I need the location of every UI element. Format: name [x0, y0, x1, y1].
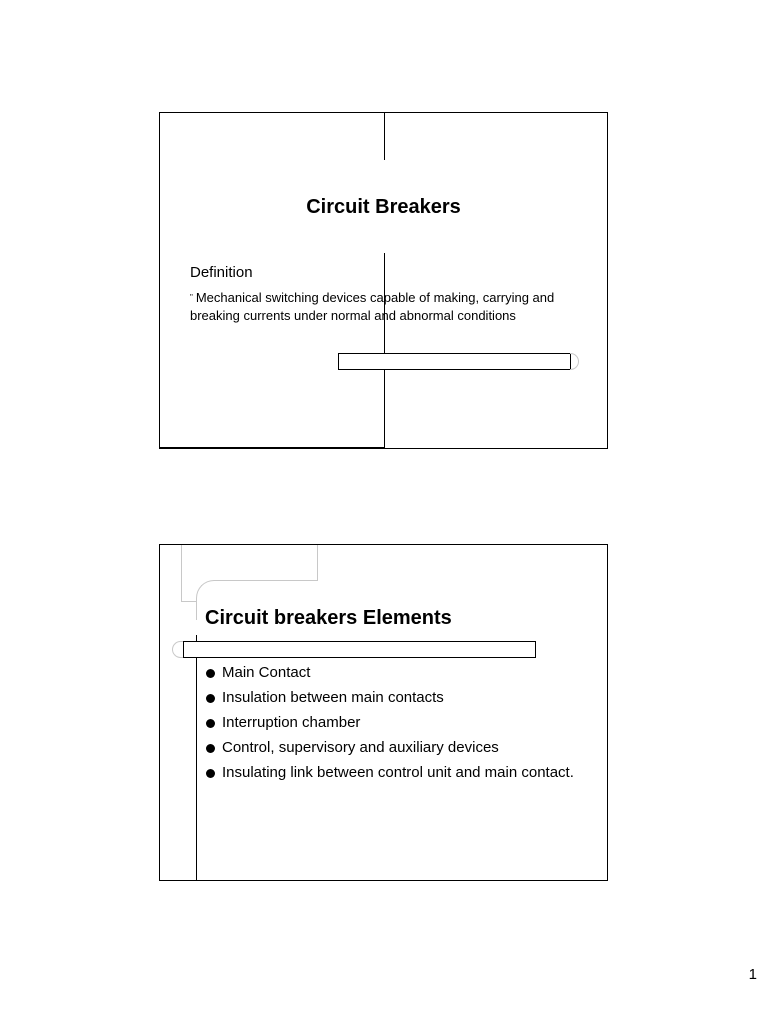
bullet-dot-icon — [206, 669, 215, 678]
slide-circuit-breakers-elements — [159, 544, 608, 881]
definition-text-block — [190, 289, 590, 325]
vertical-divider-top — [384, 113, 385, 160]
list-item: Interruption chamber — [204, 713, 594, 733]
bullet-mark: " — [190, 293, 193, 302]
page-number: 1 — [748, 966, 757, 983]
decor-gray-vertical-right — [317, 545, 318, 581]
decorative-bar-end — [570, 353, 579, 370]
decor-gray-vertical-left — [181, 545, 182, 602]
list-item: Insulation between main contacts — [204, 688, 594, 708]
slide-title: Circuit breakers Elements — [205, 607, 452, 629]
slide-circuit-breakers — [159, 112, 608, 449]
elements-list — [204, 663, 594, 788]
vertical-divider-bottom — [384, 253, 385, 449]
slide-title: Circuit Breakers — [306, 196, 461, 218]
definition-text: Mechanical switching devices capable of making, carrying and breaking currents under normal and abnormal conditions — [190, 290, 555, 323]
definition-heading: Definition — [190, 264, 253, 281]
list-item: Control, supervisory and auxiliary devices — [204, 738, 594, 758]
bullet-dot-icon — [206, 769, 215, 778]
decor-gray-horizontal — [181, 601, 197, 602]
bottom-accent-line — [160, 447, 385, 449]
bullet-dot-icon — [206, 719, 215, 728]
title-underline-bar — [183, 641, 536, 658]
list-item: Insulating link between control unit and main contact. — [204, 763, 594, 783]
decorative-bar — [338, 353, 571, 370]
list-item: Main Contact — [204, 663, 594, 683]
bullet-dot-icon — [206, 744, 215, 753]
left-vertical-line — [196, 635, 197, 881]
bullet-dot-icon — [206, 694, 215, 703]
